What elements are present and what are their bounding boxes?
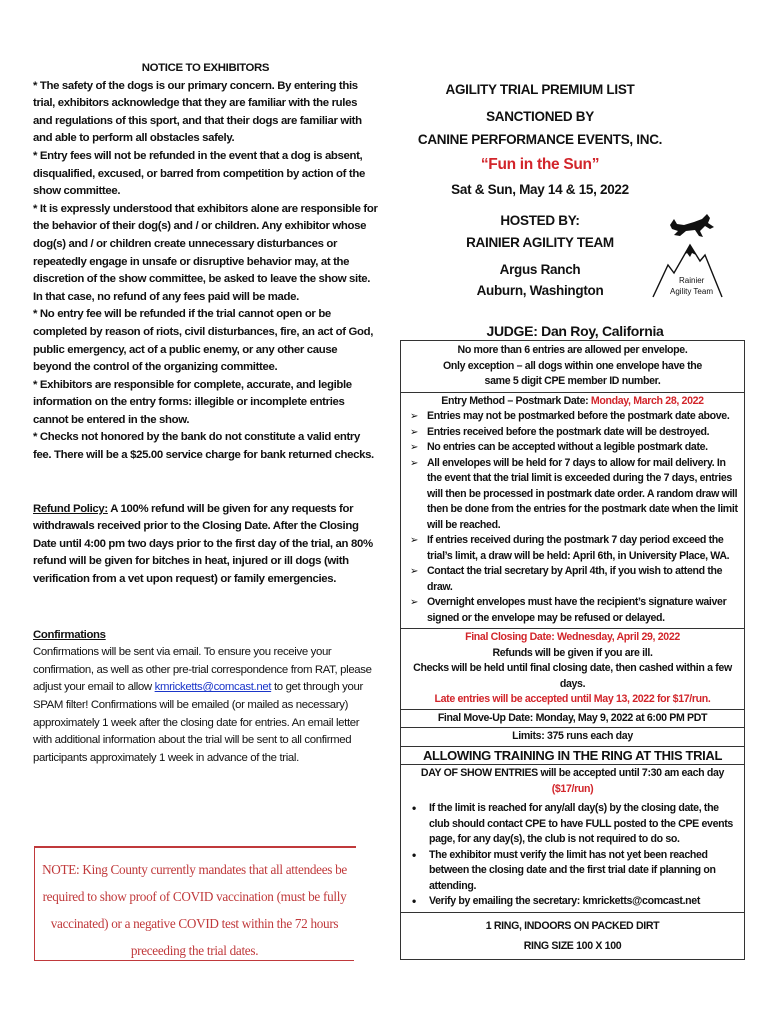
day-of-show-text: DAY OF SHOW ENTRIES will be accepted until 7:30 am each day: [420, 767, 725, 779]
list-item: ➢ Entries may not be postmarked before the postmark date above.: [427, 409, 740, 425]
tagline: “Fun in the Sun”: [480, 156, 600, 173]
final-closing-date: Final Closing Date: Wednesday, April 29, 2022: [465, 631, 680, 643]
list-item: ➢ If entries received during the postmark 7 day period exceed the trial’s limit, a draw will be held: April 6th, in University Place, WA.: [427, 533, 740, 564]
run-limits: Limits: 375 runs each day: [401, 727, 744, 746]
left-column: [33, 60, 378, 767]
entry-rules-list: [401, 409, 744, 626]
day-of-show-section: [401, 764, 744, 912]
logo-text-2: Agility Team: [670, 287, 713, 296]
postmark-date: Monday, March 28, 2022: [590, 394, 704, 407]
notice-item: * It is expressly understood that exhibitors alone are responsible for the behavior of their dog(s) and / or children. Any exhibitor whose dog(s) and / or children create unnecessary disturbances or repeatedly engage in unsafe or disruptive behavior may, at the discretion of the show committee, be asked to leave the show site. In that case, no refund of any fees paid will be made.: [33, 202, 378, 303]
refunds-ill: Refunds will be given if you are ill.: [492, 646, 653, 659]
refund-policy: [33, 501, 378, 589]
list-item: • Verify by emailing the secretary: kmricketts@comcast.net: [429, 894, 740, 910]
rainier-agility-logo: [650, 205, 725, 305]
entry-info-box: [400, 340, 745, 960]
list-item: • The exhibitor must verify the limit has not yet been reached between the closing date and the first trial date if planning on attending.: [429, 848, 740, 895]
title-line-3: CANINE PERFORMANCE EVENTS, INC.: [417, 132, 663, 147]
envelope-rules: [401, 341, 744, 392]
confirmations-text-part: to get through your SPAM filter! Confirmations will be emailed (or mailed as necessary) approximately 1 week after the closing date for entries. An email letter with additional information about the trial will be sent to all confirmed participants approximately 1 week in advance of the trial.: [33, 681, 363, 764]
notice-item: * Entry fees will not be refunded in the event that a dog is absent, disqualified, excused, or barred from competition by action of the show committee.: [33, 149, 365, 198]
limit-rules-list: [401, 801, 744, 912]
notice-item: * The safety of the dogs is our primary concern. By entering this trial, exhibitors acknowledge that they are familiar with the rules and regulations of this sport, and that their dogs are familiar with and able to perform all obstacles safely.: [33, 79, 362, 145]
ring-size: RING SIZE 100 X 100: [523, 939, 622, 952]
envelope-rule: Only exception – all dogs within one envelope have the: [443, 359, 702, 372]
notice-item: * No entry fee will be refunded if the trial cannot open or be completed by reason of riots, civil disturbances, fire, an act of God, public emergency, act of a public enemy, or any other cause beyond the control of the organizing committee.: [33, 308, 374, 374]
mountain-dog-icon: [650, 205, 725, 305]
trial-dates: Sat & Sun, May 14 & 15, 2022: [451, 182, 629, 197]
list-item: ➢ Entries received before the postmark date will be destroyed.: [427, 425, 740, 441]
list-item: ➢ Overnight envelopes must have the recipient’s signature waiver signed or the envelope may be refused or delayed.: [427, 595, 740, 626]
list-item: ➢ No entries can be accepted without a legible postmark date.: [427, 440, 740, 456]
refund-label: Refund Policy:: [33, 502, 108, 515]
logo-text-1: Rainier: [679, 276, 705, 285]
confirmations-text-part: Confirmations will be sent via email. To ensure you receive your confirmation, as well as other pre-trial correspondence from RAT, please adjust your email to allow: [33, 646, 372, 694]
title-line-2: SANCTIONED BY: [486, 109, 594, 124]
confirmations-title: Confirmations: [33, 628, 106, 641]
day-of-show: [401, 766, 744, 797]
list-item: ➢ Contact the trial secretary by April 4th, if you wish to attend the draw.: [427, 564, 740, 595]
host-club: RAINIER AGILITY TEAM: [466, 235, 614, 250]
judge: JUDGE: Dan Roy, California: [486, 323, 664, 339]
notice-item: * Exhibitors are responsible for complete, accurate, and legible information on the entry forms: illegible or incomplete entries cannot be entered in the show.: [33, 378, 352, 426]
late-entries: Late entries will be accepted until May 13, 2022 for $17/run.: [434, 693, 711, 705]
entry-method-section: [401, 392, 744, 629]
training-notice: ALLOWING TRAINING IN THE RING AT THIS TRIAL: [401, 746, 744, 765]
venue: Argus Ranch: [499, 262, 581, 277]
ring-surface: 1 RING, INDOORS ON PACKED DIRT: [485, 919, 660, 932]
entry-method-label: Entry Method – Postmark Date:: [441, 394, 591, 407]
confirmations-text: [33, 644, 378, 767]
notice-title: NOTICE TO EXHIBITORS: [141, 62, 270, 74]
notice-item: * Checks not honored by the bank do not constitute a valid entry fee. There will be a $25.00 service charge for bank returned checks.: [33, 431, 374, 462]
hosted-by-label: HOSTED BY:: [500, 213, 580, 228]
move-up-date: Final Move-Up Date: Monday, May 9, 2022 at 6:00 PM PDT: [401, 709, 744, 728]
entry-method: [401, 394, 744, 410]
city: Auburn, Washington: [476, 283, 604, 298]
refund-text: A 100% refund will be given for any requests for withdrawals received prior to the Closing Date. After the Closing Date until 4:00 pm two days prior to the first day of the trial, an 80% refund will be given for bitches in heat, injured or ill dogs (with verification from a vet upon request) or family emergencies.: [33, 502, 373, 586]
envelope-rule: No more than 6 entries are allowed per envelope.: [457, 344, 688, 356]
list-item: ➢ All envelopes will be held for 7 days to allow for mail delivery. In the event that the trial limit is exceeded during the 7 days, entries will then be processed in postmark date order. A random draw will then be done from the entries for the postmark date when the limit will be reached.: [427, 456, 740, 534]
covid-note-box: [34, 846, 354, 961]
day-of-show-price: ($17/run): [551, 782, 594, 795]
secretary-email-link[interactable]: kmricketts@comcast.net: [154, 681, 272, 694]
envelope-rule: same 5 digit CPE member ID number.: [484, 375, 661, 387]
checks-held: Checks will be held until final closing date, then cashed within a few days.: [413, 662, 732, 690]
title-line-1: AGILITY TRIAL PREMIUM LIST: [445, 82, 635, 97]
ring-info: [401, 912, 744, 959]
list-item: • If the limit is reached for any/all day(s) by the closing date, the club should contact CPE to have FULL posted to the CPE events page, for any day(s), the club is not required to do so.: [429, 801, 740, 848]
closing-section: [401, 628, 744, 709]
covid-note: NOTE: King County currently mandates that all attendees be required to show proof of COVID vaccination (must be fully vaccinated) or a negative COVID test within the 72 hours preceeding the trial dates.: [42, 862, 347, 958]
